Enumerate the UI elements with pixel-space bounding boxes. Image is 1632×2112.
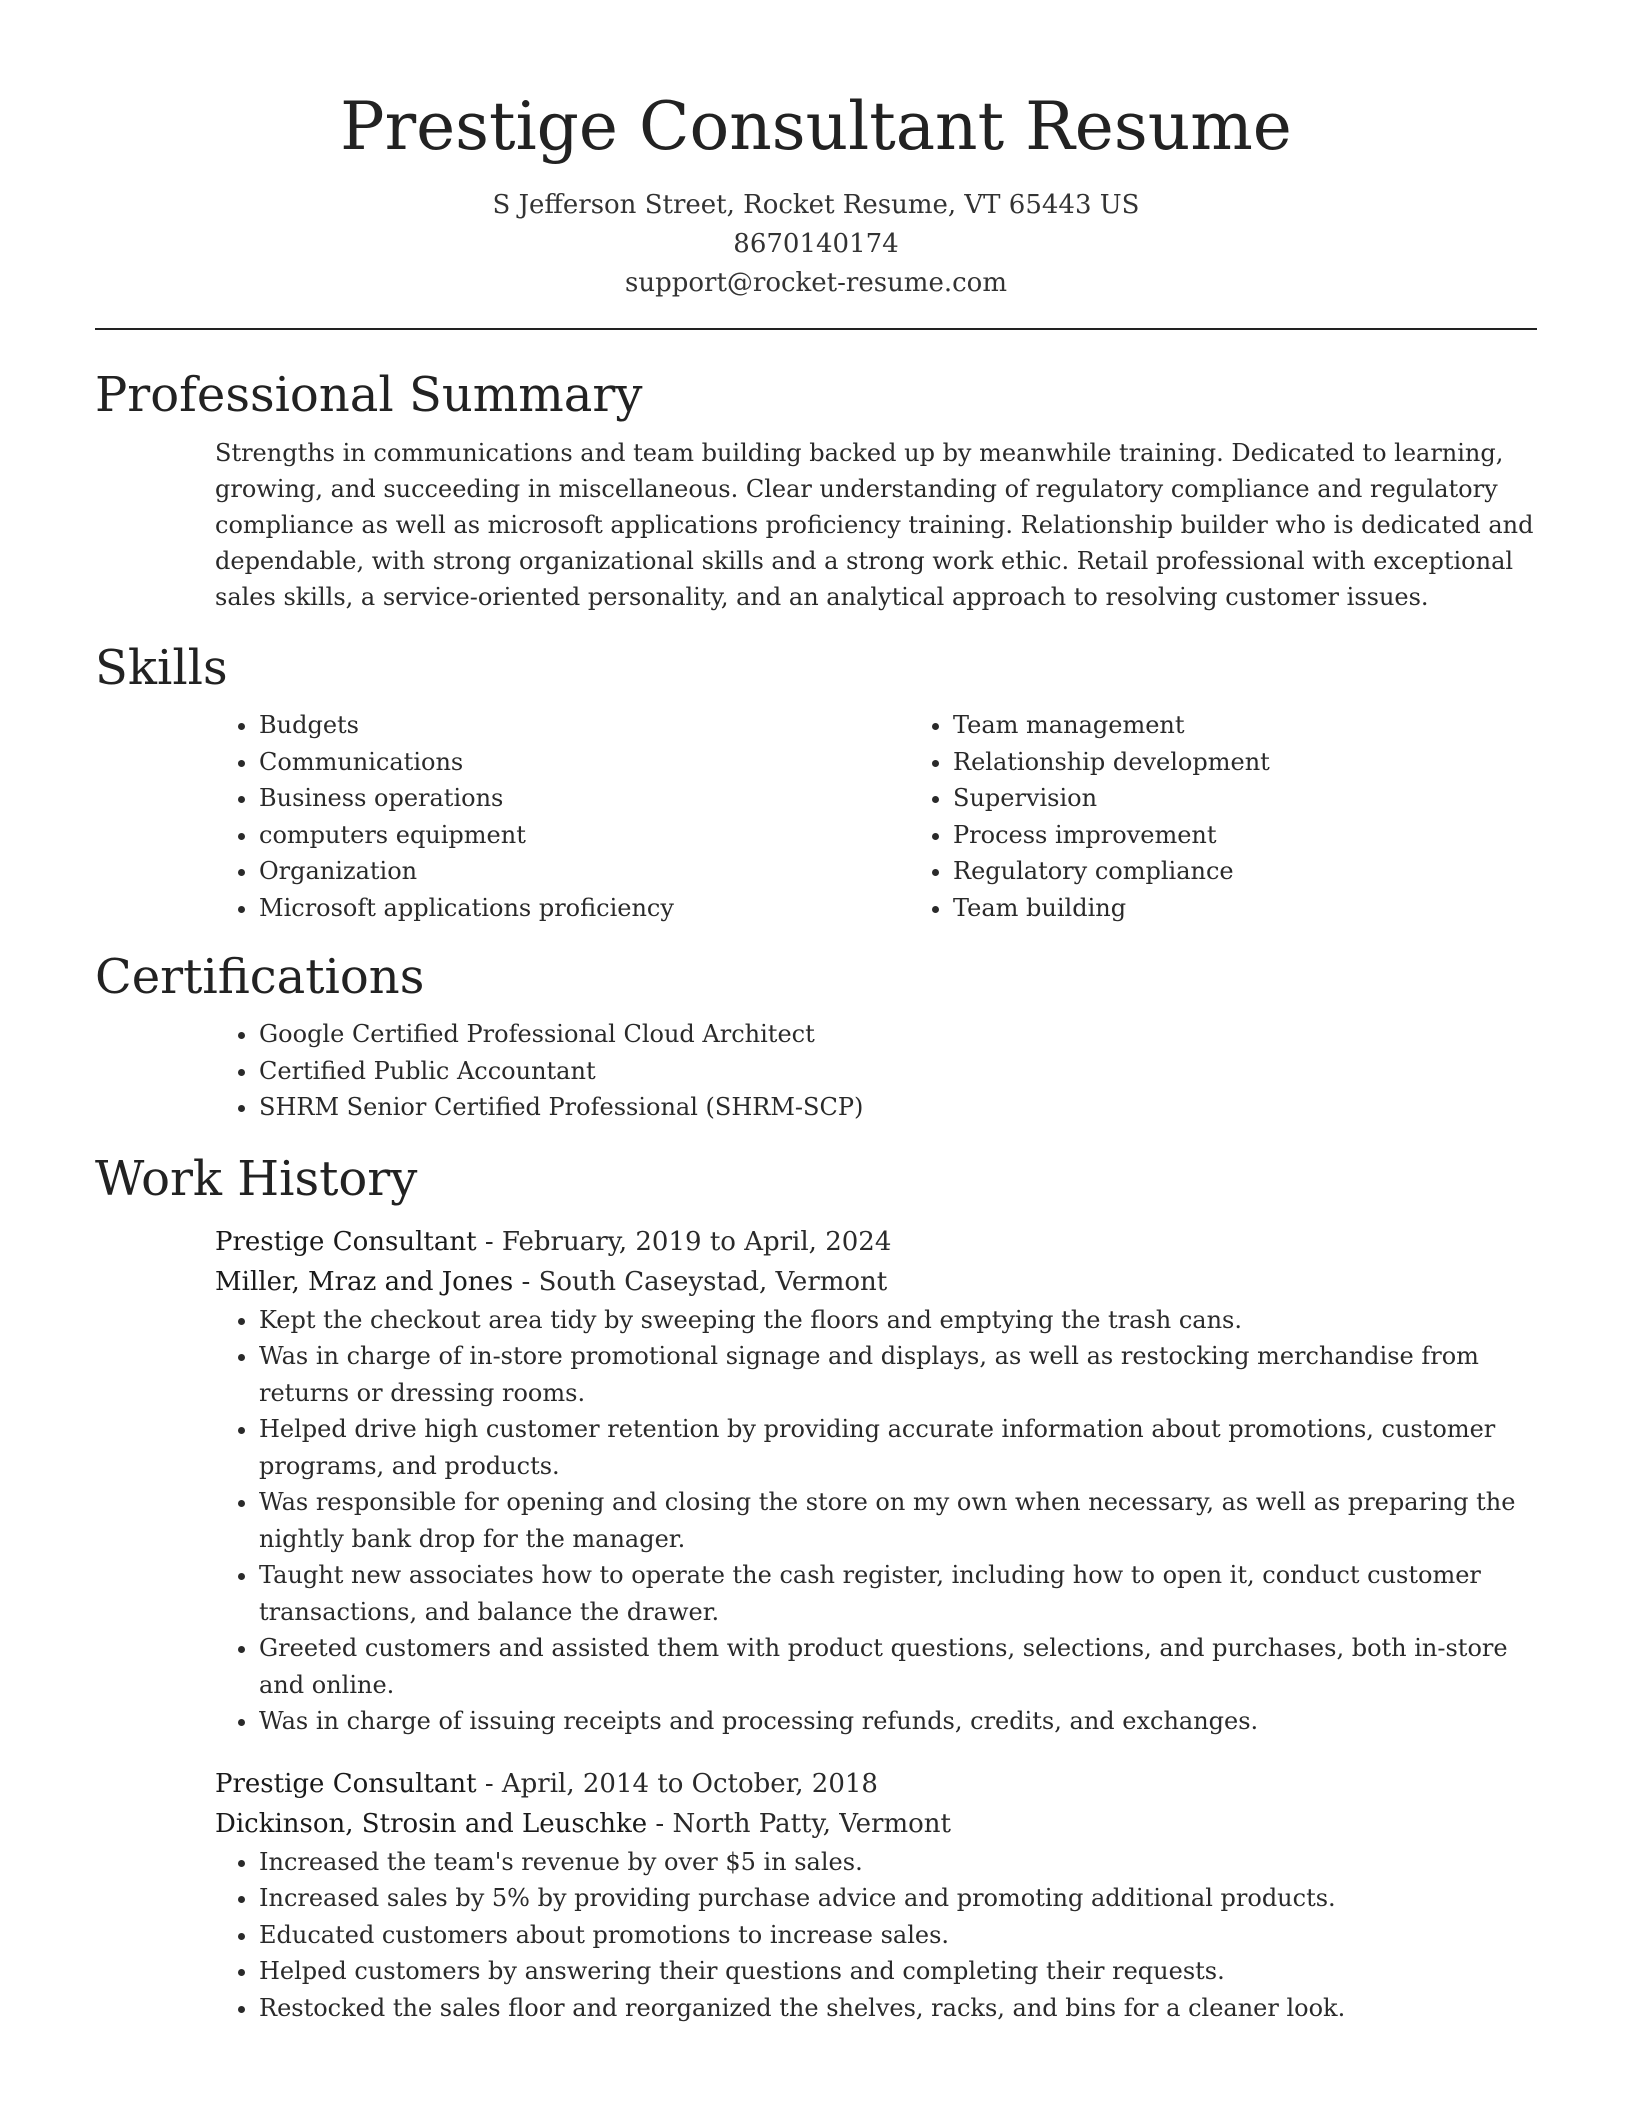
job-company: Dickinson, Strosin and Leuschke bbox=[215, 1808, 648, 1839]
header-divider bbox=[95, 328, 1537, 330]
skills-list bbox=[215, 707, 1537, 926]
job-dates: - April, 2014 to October, 2018 bbox=[476, 1768, 878, 1799]
job-company: Miller, Mraz and Jones bbox=[215, 1266, 514, 1297]
job-title-line bbox=[215, 1222, 1537, 1262]
job-position: Prestige Consultant bbox=[215, 1768, 477, 1799]
job-location: - North Patty, Vermont bbox=[647, 1808, 951, 1839]
skill-item: • Microsoft applications proficiency bbox=[259, 890, 909, 927]
job-position: Prestige Consultant bbox=[215, 1226, 477, 1257]
job-duty: • Restocked the sales floor and reorganized the shelves, racks, and bins for a cleaner look. bbox=[259, 1990, 1537, 2027]
skills-heading: Skills bbox=[95, 640, 228, 696]
job-title-line bbox=[215, 1764, 1537, 1804]
contact-email: support@rocket-resume.com bbox=[624, 268, 1007, 298]
resume-header bbox=[95, 0, 1537, 303]
job-duty: • Increased sales by 5% by providing purchase advice and promoting additional products. bbox=[259, 1880, 1537, 1917]
contact-address: S Jefferson Street, Rocket Resume, VT 65443 US bbox=[492, 190, 1140, 220]
job-duty: • Educated customers about promotions to increase sales. bbox=[259, 1917, 1537, 1954]
certifications-bullets bbox=[215, 1016, 1537, 1126]
job-duty: • Kept the checkout area tidy by sweeping the floors and emptying the trash cans. bbox=[259, 1302, 1537, 1339]
skill-item: • Communications bbox=[259, 744, 909, 781]
skills-column-right bbox=[909, 707, 1270, 926]
job-entry bbox=[215, 1764, 1537, 2027]
job-duty: • Was in charge of in-store promotional signage and displays, as well as restocking merchandise from returns or dressing rooms. bbox=[259, 1338, 1537, 1411]
job-dates: - February, 2019 to April, 2024 bbox=[476, 1226, 892, 1257]
job-duty: • Taught new associates how to operate the cash register, including how to open it, conduct customer transactions, and balance the drawer. bbox=[259, 1557, 1537, 1630]
contact-block bbox=[95, 186, 1537, 303]
summary-heading: Professional Summary bbox=[95, 367, 643, 423]
job-entry bbox=[215, 1222, 1537, 1740]
skill-item: • computers equipment bbox=[259, 817, 909, 854]
skill-item: • Organization bbox=[259, 853, 909, 890]
skill-item: • Business operations bbox=[259, 780, 909, 817]
skill-item: • Team building bbox=[953, 890, 1270, 927]
certifications-list bbox=[215, 1016, 1537, 1126]
job-duty: • Increased the team's revenue by over $5 in sales. bbox=[259, 1844, 1537, 1881]
skill-item: • Budgets bbox=[259, 707, 909, 744]
job-duty: • Was in charge of issuing receipts and processing refunds, credits, and exchanges. bbox=[259, 1703, 1537, 1740]
work-history-heading: Work History bbox=[95, 1150, 418, 1207]
certification-item: • Certified Public Accountant bbox=[259, 1053, 1537, 1090]
certification-item: • Google Certified Professional Cloud Architect bbox=[259, 1016, 1537, 1053]
job-duties bbox=[215, 1844, 1537, 2027]
job-duty: • Helped customers by answering their questions and completing their requests. bbox=[259, 1953, 1537, 1990]
skill-item: • Team management bbox=[953, 707, 1270, 744]
skill-item: • Process improvement bbox=[953, 817, 1270, 854]
job-company-line bbox=[215, 1262, 1537, 1302]
job-company-line bbox=[215, 1804, 1537, 1844]
skill-item: • Supervision bbox=[953, 780, 1270, 817]
job-duty: • Was responsible for opening and closing the store on my own when necessary, as well as preparing the nightly bank drop for the manager. bbox=[259, 1484, 1537, 1557]
job-duty: • Greeted customers and assisted them with product questions, selections, and purchases, both in-store and online. bbox=[259, 1630, 1537, 1703]
resume-title: Prestige Consultant Resume bbox=[340, 88, 1292, 165]
job-duty: • Helped drive high customer retention by providing accurate information about promotions, customer programs, and products. bbox=[259, 1411, 1537, 1484]
contact-phone: 8670140174 bbox=[733, 229, 899, 259]
job-duties bbox=[215, 1302, 1537, 1740]
certifications-heading: Certifications bbox=[95, 949, 425, 1005]
summary-text: Strengths in communications and team building backed up by meanwhile training. Dedicated to learning, growing, and succeeding in miscellaneous. Clear understanding of regulatory compliance and regulatory compliance as well as microsoft applications proficiency training. Relationship builder who is dedicated and dependable, with strong organizational skills and a strong work ethic. Retail professional with exceptional sales skills, a service-oriented personality, and an analytical approach to resolving customer issues. bbox=[215, 439, 1534, 611]
skill-item: • Regulatory compliance bbox=[953, 853, 1270, 890]
certification-item: • SHRM Senior Certified Professional (SHRM-SCP) bbox=[259, 1089, 1537, 1126]
skills-column-left bbox=[215, 707, 909, 926]
skill-item: • Relationship development bbox=[953, 744, 1270, 781]
job-location: - South Caseystad, Vermont bbox=[513, 1266, 888, 1297]
